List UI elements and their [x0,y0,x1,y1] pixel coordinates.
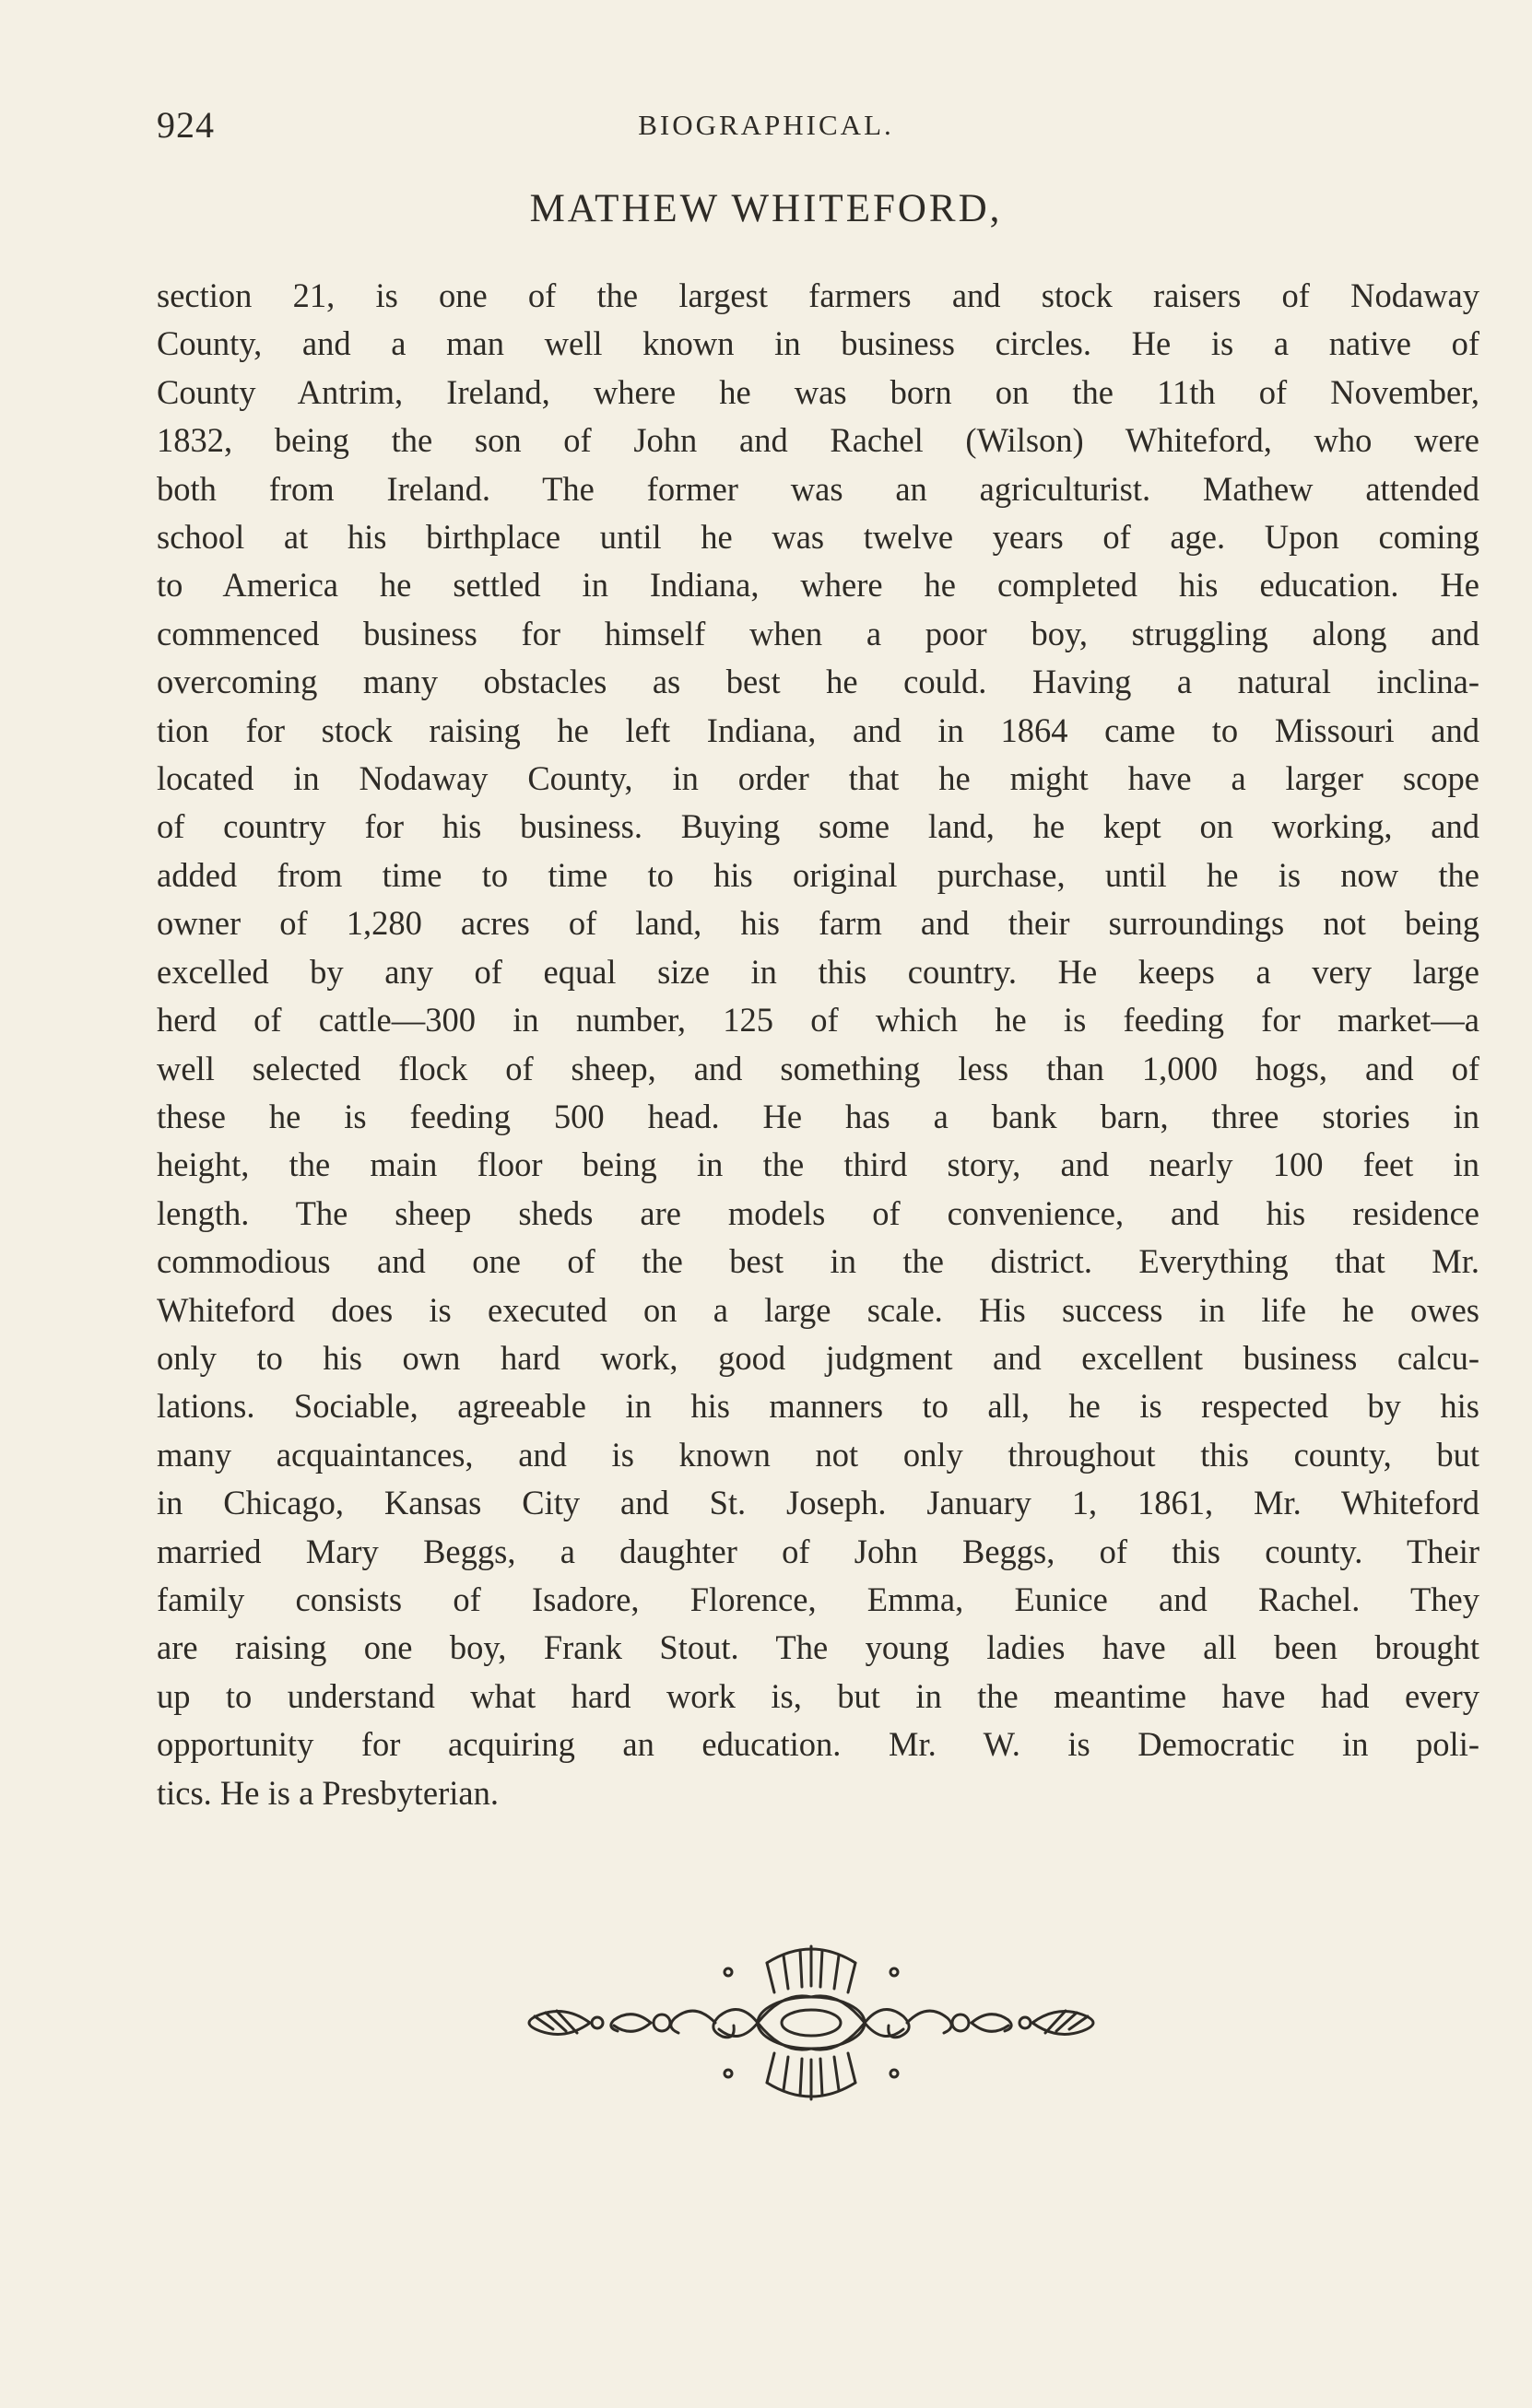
article-body [157,272,1479,1817]
body-line: well selected flock of sheep, and something less than 1,000 hogs, and of [157,1049,1479,1087]
body-line: tics. He is a Presbyterian. [157,1773,499,1812]
body-line: many acquaintances, and is known not only throughout this county, but [157,1435,1479,1474]
body-line: height, the main floor being in the third story, and nearly 100 feet in [157,1145,1479,1184]
body-line: County Antrim, Ireland, where he was born on the 11th of November, [157,372,1479,411]
floral-scroll-ornament-icon [498,1935,1125,2110]
running-head: BIOGRAPHICAL. [638,109,894,141]
body-line: tion for stock raising he left Indiana, and in 1864 came to Missouri and [157,711,1479,749]
body-line: in Chicago, Kansas City and St. Joseph. January 1, 1861, Mr. Whiteford [157,1484,1479,1522]
body-line: both from Ireland. The former was an agriculturist. Mathew attended [157,469,1479,508]
body-line: length. The sheep sheds are models of convenience, and his residence [157,1193,1479,1232]
body-line: to America he settled in Indiana, where he completed his education. He [157,566,1479,605]
body-line: section 21, is one of the largest farmers and stock raisers of Nodaway [157,276,1479,314]
body-line: commodious and one of the best in the district. Everything that Mr. [157,1242,1479,1281]
body-line: opportunity for acquiring an education. Mr. W. is Democratic in poli- [157,1725,1479,1764]
body-line: excelled by any of equal size in this country. He keeps a very large [157,952,1479,991]
body-line: up to understand what hard work is, but in the meantime have had every [157,1676,1479,1715]
body-line: of country for his business. Buying some land, he kept on working, and [157,807,1479,846]
body-line: lations. Sociable, agreeable in his manners to all, he is respected by his [157,1387,1479,1426]
body-line: only to his own hard work, good judgment and excellent business calcu- [157,1338,1479,1377]
body-line: are raising one boy, Frank Stout. The young ladies have all been brought [157,1628,1479,1667]
body-line: located in Nodaway County, in order that he might have a larger scope [157,759,1479,798]
body-line: Whiteford does is executed on a large scale. His success in life he owes [157,1290,1479,1329]
body-line: County, and a man well known in business circles. He is a native of [157,324,1479,363]
body-line: family consists of Isadore, Florence, Emma, Eunice and Rachel. They [157,1580,1479,1618]
article-title: MATHEW WHITEFORD, [529,187,1003,230]
body-line: overcoming many obstacles as best he could. Having a natural inclina- [157,663,1479,701]
body-line: married Mary Beggs, a daughter of John Beggs, of this county. Their [157,1532,1479,1570]
body-line: added from time to time to his original purchase, until he is now the [157,855,1479,894]
body-line: commenced business for himself when a poor boy, struggling along and [157,614,1479,652]
body-line: school at his birthplace until he was twelve years of age. Upon coming [157,518,1479,557]
page-number: 924 [157,104,215,146]
body-line: these he is feeding 500 head. He has a bank barn, three stories in [157,1097,1479,1135]
body-line: owner of 1,280 acres of land, his farm and their surroundings not being [157,904,1479,943]
body-line: herd of cattle—300 in number, 125 of which he is feeding for market—a [157,1001,1479,1040]
body-line: 1832, being the son of John and Rachel (Wilson) Whiteford, who were [157,421,1479,460]
